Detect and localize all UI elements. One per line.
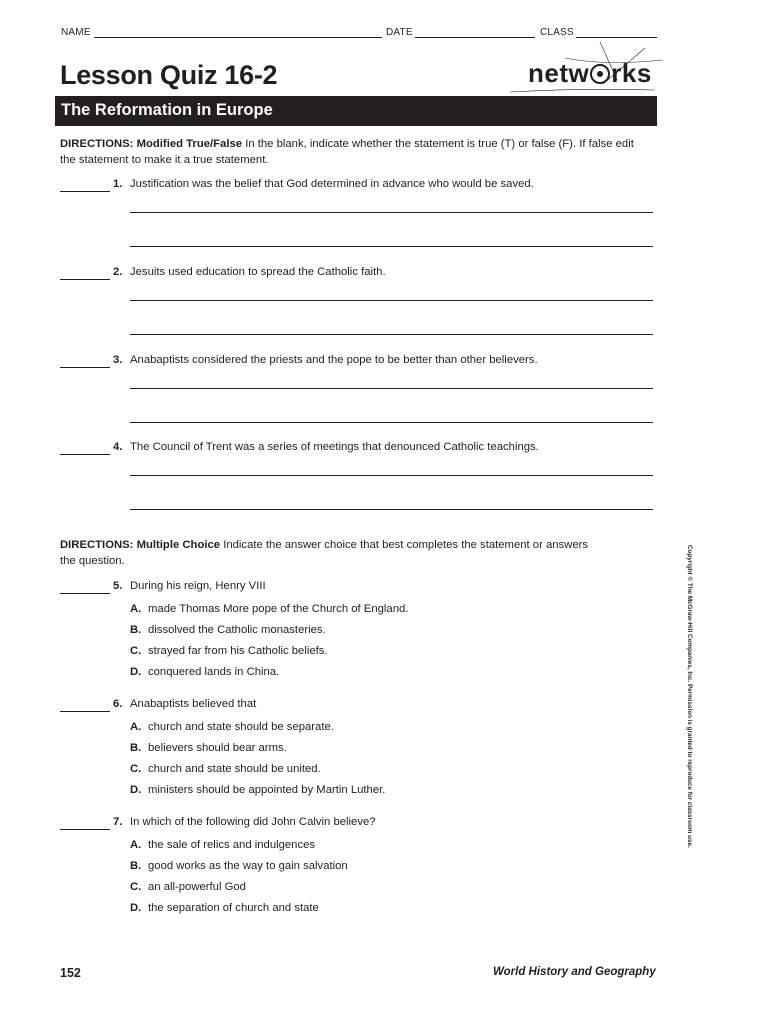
choice-letter: C.: [130, 881, 142, 893]
directions-type: Multiple Choice: [136, 539, 221, 551]
question-text: Jesuits used education to spread the Catholic faith.: [130, 266, 386, 278]
choice-letter: D.: [130, 784, 142, 796]
directions-type: Modified True/False: [136, 138, 243, 150]
choice-text: church and state should be united.: [148, 763, 321, 775]
class-field[interactable]: [576, 37, 657, 38]
page-number: 152: [60, 966, 81, 980]
correction-line[interactable]: [130, 388, 653, 389]
question-number: 5.: [113, 580, 123, 592]
name-field[interactable]: [94, 37, 382, 38]
directions-text: the question.: [60, 555, 125, 567]
choice-text: an all-powerful God: [148, 881, 246, 893]
directions-multiple-choice: [60, 537, 660, 569]
choice-text: church and state should be separate.: [148, 721, 334, 733]
choice-text: the separation of church and state: [148, 902, 319, 914]
choice-text: good works as the way to gain salvation: [148, 860, 348, 872]
copyright-notice: Copyright © The McGraw-Hill Companies, Inc. Permission is granted to reproduce for classroom use.: [686, 545, 693, 848]
networks-logo: [528, 58, 652, 89]
logo-text-end: rks: [611, 58, 652, 88]
choice-text: conquered lands in China.: [148, 666, 280, 678]
choice-text: ministers should be appointed by Martin Luther.: [148, 784, 386, 796]
question-text: In which of the following did John Calvin believe?: [130, 816, 376, 828]
quiz-title: Lesson Quiz 16-2: [60, 60, 278, 90]
answer-blank-1[interactable]: [60, 177, 110, 192]
question-text: Justification was the belief that God determined in advance who would be saved.: [130, 178, 534, 190]
name-label: NAME: [61, 27, 91, 38]
question-number: 2.: [113, 266, 123, 278]
choice-letter: D.: [130, 902, 142, 914]
answer-blank-5[interactable]: [60, 579, 110, 594]
choice-letter: A.: [130, 721, 142, 733]
directions-true-false: [60, 136, 660, 168]
answer-blank-7[interactable]: [60, 815, 110, 830]
question-text: The Council of Trent was a series of meetings that denounced Catholic teachings.: [130, 441, 539, 453]
choice-letter: D.: [130, 666, 142, 678]
directions-label: DIRECTIONS:: [60, 138, 134, 150]
choice-letter: A.: [130, 603, 142, 615]
choice-letter: B.: [130, 742, 142, 754]
choice-letter: B.: [130, 860, 142, 872]
correction-line[interactable]: [130, 300, 653, 301]
choice-text: made Thomas More pope of the Church of England.: [148, 603, 409, 615]
correction-line[interactable]: [130, 212, 653, 213]
directions-text: In the blank, indicate whether the statement is true (T) or false (F). If false edit: [245, 138, 634, 150]
question-number: 6.: [113, 698, 123, 710]
question-text: Anabaptists believed that: [130, 698, 257, 710]
choice-letter: C.: [130, 763, 142, 775]
question-text: Anabaptists considered the priests and the pope to be better than other believers.: [130, 354, 538, 366]
choice-letter: C.: [130, 645, 142, 657]
date-label: DATE: [386, 27, 413, 38]
choice-letter: B.: [130, 624, 142, 636]
globe-icon: [590, 64, 610, 84]
student-info-row: [61, 25, 657, 41]
logo-text-start: netw: [528, 58, 590, 88]
answer-blank-3[interactable]: [60, 353, 110, 368]
date-field[interactable]: [415, 37, 535, 38]
question-text: During his reign, Henry VIII: [130, 580, 266, 592]
question-number: 3.: [113, 354, 123, 366]
correction-line[interactable]: [130, 334, 653, 335]
book-title: World History and Geography: [493, 966, 656, 978]
class-label: CLASS: [540, 27, 574, 38]
question-number: 7.: [113, 816, 123, 828]
correction-line[interactable]: [130, 422, 653, 423]
answer-blank-4[interactable]: [60, 440, 110, 455]
directions-text: Indicate the answer choice that best completes the statement or answers: [223, 539, 589, 551]
choice-text: dissolved the Catholic monasteries.: [148, 624, 326, 636]
directions-label: DIRECTIONS:: [60, 539, 134, 551]
question-number: 4.: [113, 441, 123, 453]
answer-blank-2[interactable]: [60, 265, 110, 280]
choice-letter: A.: [130, 839, 142, 851]
correction-line[interactable]: [130, 246, 653, 247]
directions-text: the statement to make it a true statement.: [60, 154, 269, 166]
correction-line[interactable]: [130, 509, 653, 510]
answer-blank-6[interactable]: [60, 697, 110, 712]
banner-title: The Reformation in Europe: [61, 101, 273, 119]
correction-line[interactable]: [130, 475, 653, 476]
question-number: 1.: [113, 178, 123, 190]
choice-text: the sale of relics and indulgences: [148, 839, 316, 851]
choice-text: believers should bear arms.: [148, 742, 287, 754]
choice-text: strayed far from his Catholic beliefs.: [148, 645, 328, 657]
